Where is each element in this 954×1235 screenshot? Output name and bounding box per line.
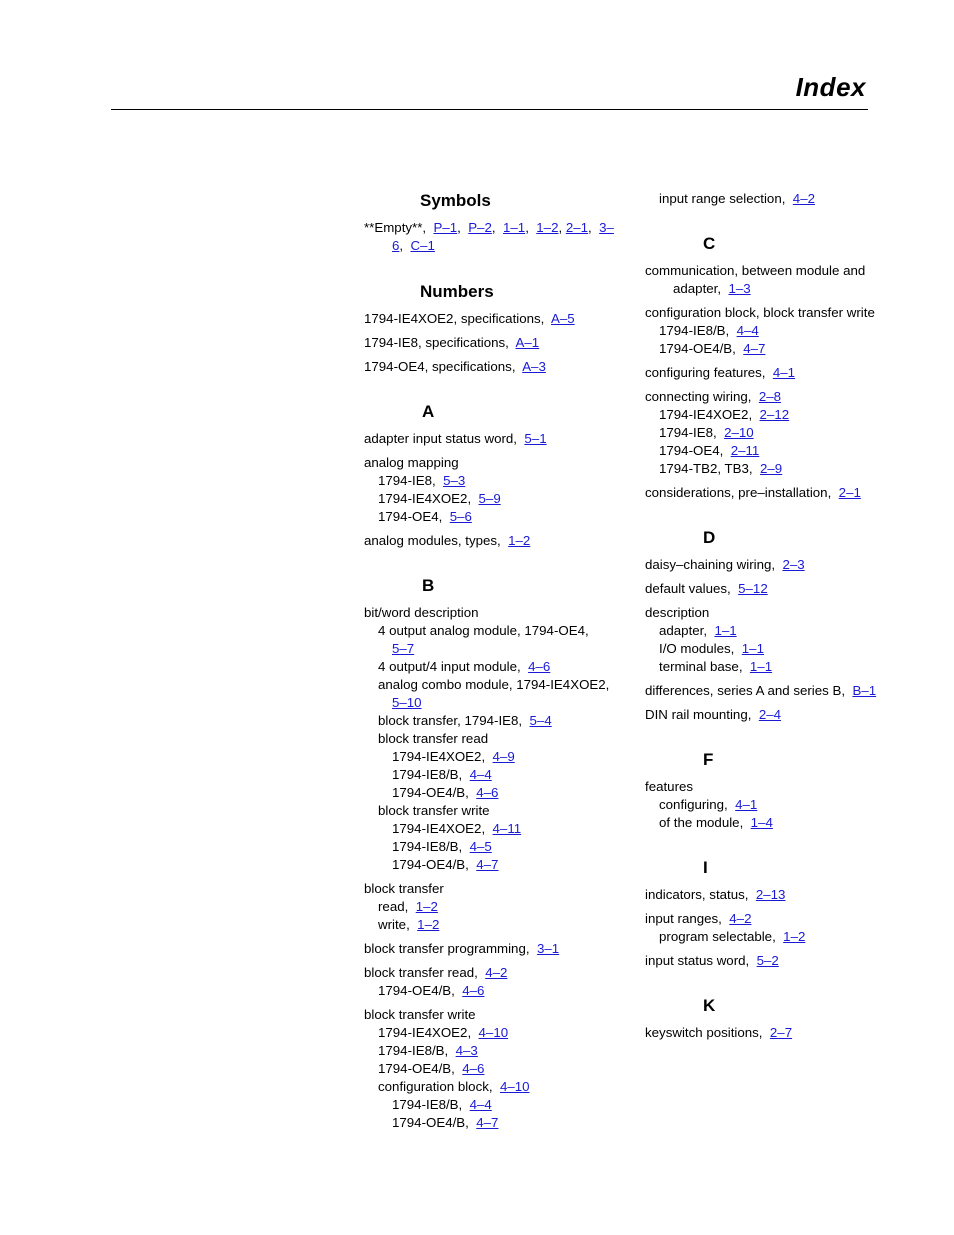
index-entry <box>364 334 634 352</box>
page-ref-link[interactable]: 2–1 <box>565 220 589 235</box>
index-entry <box>364 604 634 874</box>
entry-text: 4 output/4 input module, <box>378 659 521 674</box>
page-ref-link[interactable]: 2–7 <box>769 1025 793 1040</box>
page-ref-link[interactable]: A–5 <box>551 311 575 326</box>
page-ref-link[interactable]: 1–1 <box>714 623 737 638</box>
page-ref-link[interactable]: 1–1 <box>749 659 773 674</box>
page-ref-link[interactable]: 1–2 <box>783 929 806 944</box>
page-ref-link[interactable]: 2–8 <box>758 389 782 404</box>
page-ref-link[interactable]: 4–7 <box>743 341 766 356</box>
page-ref-link[interactable]: 2–1 <box>838 485 861 500</box>
page-ref-link[interactable]: 4–4 <box>469 1097 492 1112</box>
entry-text: 1794-IE4XOE2, <box>392 749 486 764</box>
page-ref-link[interactable]: C–1 <box>410 238 435 253</box>
page-ref-link[interactable]: 1–2 <box>417 917 440 932</box>
index-entry <box>364 358 634 376</box>
entry-text: analog modules, types, <box>364 533 501 548</box>
entry-text: read, <box>378 899 409 914</box>
entry-text: block transfer <box>364 881 444 896</box>
entry-text: 1794-IE8/B, <box>378 1043 449 1058</box>
page-ref-link[interactable]: 1–1 <box>741 641 764 656</box>
page-ref-link[interactable]: 2–4 <box>758 707 781 722</box>
entry-text: I/O modules, <box>659 641 735 656</box>
entry-text: program selectable, <box>659 929 776 944</box>
index-entry <box>364 880 634 934</box>
index-entry <box>364 964 634 1000</box>
index-entry <box>645 304 905 358</box>
entry-text: terminal base, <box>659 659 743 674</box>
index-entry <box>645 262 905 298</box>
page-ref-link[interactable]: 3–6 <box>392 220 614 253</box>
page-ref-link[interactable]: P–2 <box>468 220 492 235</box>
page-ref-link[interactable]: 4–2 <box>729 911 752 926</box>
entry-text: 1794-OE4, specifications, <box>364 359 516 374</box>
entry-text: 1794-IE8/B, <box>659 323 730 338</box>
entry-text: 1794-OE4/B, <box>392 1115 469 1130</box>
entry-text: differences, series A and series B, <box>645 683 846 698</box>
section-heading-c: C <box>703 234 716 253</box>
entry-text: 1794-OE4, <box>378 509 443 524</box>
page-ref-link[interactable]: 1–3 <box>728 281 751 296</box>
index-entry <box>645 778 905 832</box>
entry-text: 1794-OE4/B, <box>392 785 469 800</box>
entry-text: 1794-IE4XOE2, <box>659 407 753 422</box>
entry-text: communication, between module and <box>645 263 866 278</box>
page-ref-link[interactable]: 4–3 <box>455 1043 478 1058</box>
page-ref-link[interactable]: 4–4 <box>736 323 759 338</box>
page-ref-link[interactable]: 5–3 <box>443 473 466 488</box>
entry-text: input status word, <box>645 953 750 968</box>
index-entry-continued <box>645 190 905 208</box>
page-ref-link[interactable]: 4–10 <box>499 1079 530 1094</box>
entry-text: input range selection, <box>659 191 786 206</box>
index-entry <box>364 430 634 448</box>
page-ref-link[interactable]: 2–11 <box>730 443 760 458</box>
index-entry <box>364 310 634 328</box>
entry-text: configuring, <box>659 797 728 812</box>
entry-text: block transfer read, <box>364 965 478 980</box>
entry-text: configuration block, block transfer write <box>645 305 875 320</box>
entry-text: considerations, pre–installation, <box>645 485 832 500</box>
entry-text: 1794-IE8/B, <box>392 839 463 854</box>
page-ref-link[interactable]: 4–1 <box>735 797 758 812</box>
entry-text: configuring features, <box>645 365 766 380</box>
entry-text: description <box>645 605 710 620</box>
index-entry-empty: **Empty**, P–1, P–2, 1–1, 1–2, 2–1, 3–6, C–1 <box>364 220 614 253</box>
entry-text: adapter input status word, <box>364 431 518 446</box>
section-heading-i: I <box>703 858 708 877</box>
page-ref-link[interactable]: 2–13 <box>755 887 786 902</box>
section-heading-a: A <box>422 402 435 421</box>
entry-text: analog mapping <box>364 455 459 470</box>
entry-text: daisy–chaining wiring, <box>645 557 776 572</box>
entry-text: adapter, <box>659 623 708 638</box>
page-ref-link[interactable]: A–3 <box>522 359 546 374</box>
page-ref-link[interactable]: 5–6 <box>449 509 472 524</box>
index-entry <box>645 1024 905 1042</box>
entry-text: 1794-IE4XOE2, <box>378 491 472 506</box>
entry-text: 1794-OE4/B, <box>392 857 469 872</box>
index-entry <box>645 580 905 598</box>
section-heading-k: K <box>703 996 716 1015</box>
entry-text: 1794-IE4XOE2, specifications, <box>364 311 545 326</box>
page-ref-link[interactable]: 4–2 <box>792 191 815 206</box>
index-column-left <box>364 190 634 1138</box>
entry-text: 1794-TB2, TB3, <box>659 461 753 476</box>
page-ref-link[interactable]: 4–6 <box>476 785 499 800</box>
page-ref-link[interactable]: 5–12 <box>738 581 768 596</box>
entry-text: block transfer programming, <box>364 941 530 956</box>
title-rule <box>111 109 868 110</box>
page-ref-link[interactable]: B–1 <box>852 683 877 698</box>
entry-text: 1794-OE4/B, <box>659 341 736 356</box>
entry-text: configuration block, <box>378 1079 493 1094</box>
entry-text: block transfer write <box>364 1007 476 1022</box>
index-entry <box>364 532 634 550</box>
index-entry <box>645 364 905 382</box>
page-title: Index <box>795 72 866 102</box>
page-ref-link[interactable]: 4–11 <box>492 821 522 836</box>
index-entry <box>645 604 905 676</box>
index-entry <box>364 940 634 958</box>
entry-text: 1794-OE4/B, <box>378 983 455 998</box>
page-ref-link[interactable]: 1–1 <box>503 220 526 235</box>
page-ref-link[interactable]: 5–4 <box>529 713 552 728</box>
entry-text: default values, <box>645 581 731 596</box>
entry-text: 1794-OE4, <box>659 443 724 458</box>
index-entry <box>645 886 905 904</box>
page-ref-link[interactable]: 1–2 <box>508 533 531 548</box>
entry-text: 1794-IE8, <box>659 425 717 440</box>
index-entry <box>645 484 905 502</box>
page-ref-link[interactable]: 1–2 <box>536 220 559 235</box>
page-ref-link[interactable]: 4–7 <box>476 1115 499 1130</box>
entry-text: 1794-IE4XOE2, <box>392 821 486 836</box>
page-ref-link[interactable]: 4–6 <box>462 1061 485 1076</box>
page-ref-link[interactable]: 5–2 <box>756 953 779 968</box>
entry-text: write, <box>378 917 410 932</box>
entry-text: 1794-IE8, specifications, <box>364 335 509 350</box>
page-ref-link[interactable]: 4–9 <box>492 749 515 764</box>
page-ref-link[interactable]: 4–5 <box>469 839 492 854</box>
page-ref-link[interactable]: 4–7 <box>476 857 499 872</box>
entry-text: of the module, <box>659 815 744 830</box>
page-ref-link[interactable]: P–1 <box>433 220 458 235</box>
entry-text: 1794-IE8/B, <box>392 1097 463 1112</box>
entry-text: 1794-IE8/B, <box>392 767 463 782</box>
entry-text: keyswitch positions, <box>645 1025 763 1040</box>
index-entry <box>645 952 905 970</box>
section-heading-numbers: Numbers <box>420 282 494 301</box>
page-ref-link[interactable]: 4–4 <box>469 767 492 782</box>
page-ref-link[interactable]: 2–9 <box>760 461 783 476</box>
page-ref-link[interactable]: 5–1 <box>524 431 547 446</box>
page-ref-link[interactable]: 5–10 <box>392 695 422 710</box>
entry-text: adapter, <box>673 281 722 296</box>
entry-text: analog combo module, 1794-IE4XOE2, <box>378 677 610 692</box>
page-ref-link[interactable]: 4–10 <box>478 1025 509 1040</box>
index-entry <box>364 1006 634 1132</box>
page-ref-link[interactable]: 2–10 <box>724 425 754 440</box>
entry-text: features <box>645 779 694 794</box>
index-entry <box>645 388 905 478</box>
page-ref-link[interactable]: 4–2 <box>485 965 508 980</box>
entry-text: input ranges, <box>645 911 722 926</box>
page-ref-link[interactable]: 1–2 <box>415 899 438 914</box>
section-heading-d: D <box>703 528 716 547</box>
index-entry <box>364 454 634 526</box>
index-entry <box>645 556 905 574</box>
entry-text: block transfer read <box>378 731 489 746</box>
page-ref-link[interactable]: 3–1 <box>536 941 560 956</box>
entry-text: block transfer write <box>378 803 490 818</box>
entry-text: connecting wiring, <box>645 389 752 404</box>
entry-text: 4 output analog module, 1794-OE4, <box>378 623 589 638</box>
page-ref-link[interactable]: 2–3 <box>782 557 805 572</box>
index-entry <box>645 706 905 724</box>
entry-text: bit/word description <box>364 605 479 620</box>
page-ref-link[interactable]: 4–6 <box>528 659 551 674</box>
index-column-right <box>645 190 905 1048</box>
entry-text: block transfer, 1794-IE8, <box>378 713 523 728</box>
entry-text: 1794-OE4/B, <box>378 1061 455 1076</box>
page-ref-link[interactable]: 1–4 <box>750 815 773 830</box>
entry-text: DIN rail mounting, <box>645 707 752 722</box>
page-ref-link[interactable]: 5–7 <box>392 641 415 656</box>
section-heading-symbols: Symbols <box>420 191 491 210</box>
index-entry <box>645 682 905 700</box>
index-entry <box>645 910 905 946</box>
section-heading-f: F <box>703 750 714 769</box>
page-ref-link[interactable]: 5–9 <box>478 491 501 506</box>
entry-text: 1794-IE4XOE2, <box>378 1025 472 1040</box>
entry-text: **Empty**, <box>364 220 427 235</box>
page-ref-link[interactable]: 4–6 <box>462 983 485 998</box>
entry-text: 1794-IE8, <box>378 473 436 488</box>
page-ref-link[interactable]: 2–12 <box>759 407 790 422</box>
entry-text: indicators, status, <box>645 887 749 902</box>
section-heading-b: B <box>422 576 435 595</box>
page-ref-link[interactable]: A–1 <box>515 335 540 350</box>
page-ref-link[interactable]: 4–1 <box>772 365 796 380</box>
